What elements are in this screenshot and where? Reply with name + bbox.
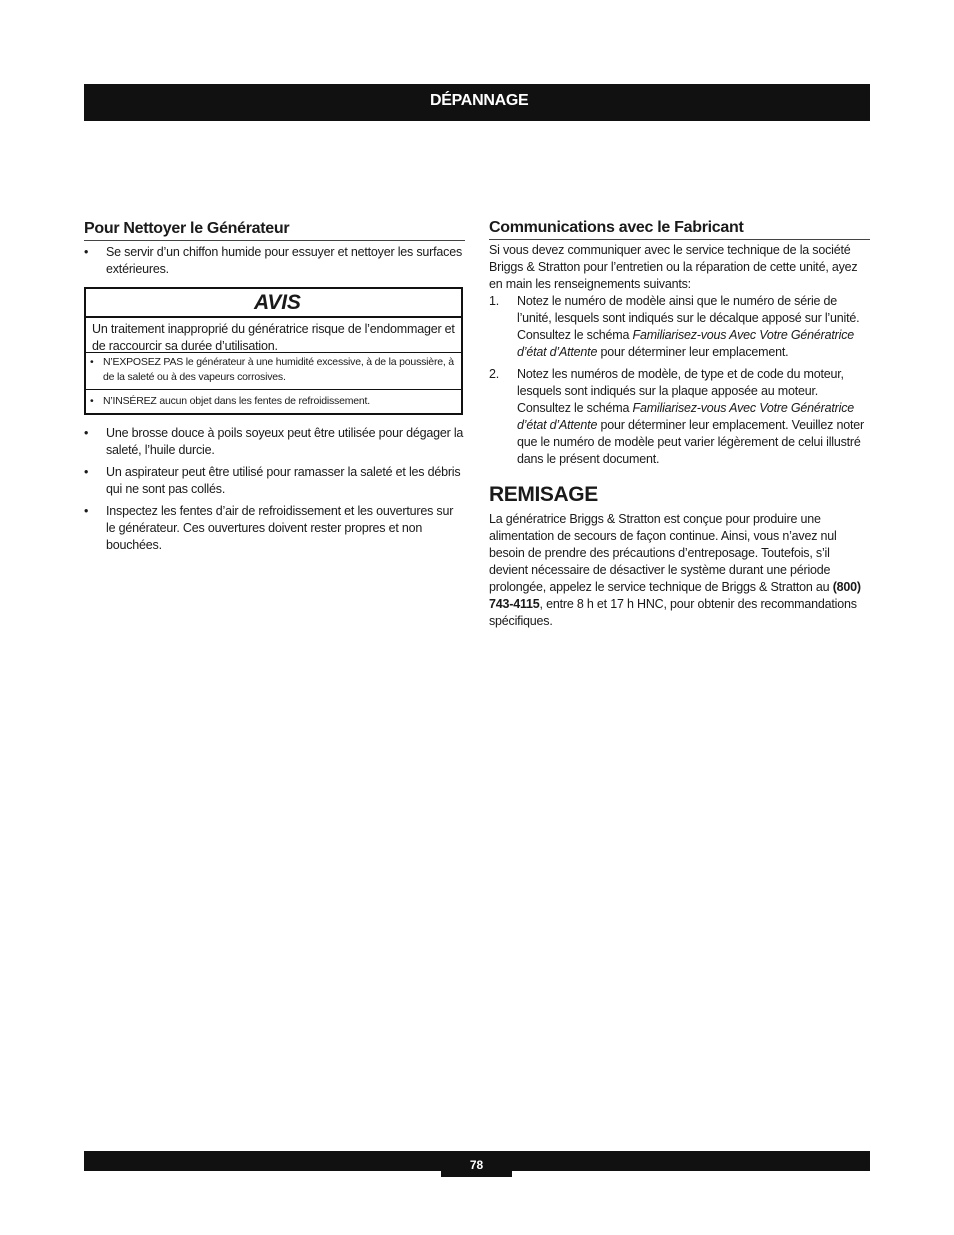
step-item: 2. Notez les numéros de modèle, de type et de code du moteur, lesquels sont indiqués sur la plaque apposée au moteur. Consultez le schéma Familiarisez-vous Avec Votre Génératrice d’état d’Attente pour déterminer leur emplacement. Veuillez noter que le numéro de modèle peut varier légèrement de celui illustré dans le présent document.	[489, 367, 864, 466]
notice-item: • N’INSÉREZ aucun objet dans les fentes de refroidissement.	[86, 389, 461, 409]
intro-bullet-list	[84, 244, 465, 278]
notice-title: AVIS	[86, 289, 461, 318]
phone-number: (800) 743-4115	[489, 580, 861, 611]
notice-box	[84, 287, 463, 415]
step-number: 1.	[489, 294, 500, 308]
contact-intro: Si vous devez communiquer avec le service technique de la société Briggs & Stratton pour l’entretien ou la réparation de cette unité, ayez en main les renseignements suivants:	[489, 243, 858, 291]
cleaning-heading: Pour Nettoyer le Générateur	[84, 220, 465, 241]
notice-item: • N’EXPOSEZ PAS le générateur à une humidité excessive, à de la poussière, à de la saleté ou à des vapeurs corrosives.	[86, 355, 461, 385]
notice-text: Un traitement inapproprié du génératrice risque de l’endommager et de raccourcir sa durée d’utilisation.	[86, 318, 461, 353]
list-item: • Une brosse douce à poils soyeux peut être utilisée pour dégager la saleté, l’huile durcie.	[84, 425, 465, 459]
list-item: • Inspectez les fentes d’air de refroidissement et les ouvertures sur le générateur. Ces ouvertures doivent rester propres et non bouchées.	[84, 503, 465, 554]
list-item: • Un aspirateur peut être utilisé pour ramasser la saleté et les débris qui ne sont pas collés.	[84, 464, 465, 498]
section-header-bar	[84, 84, 870, 121]
storage-text: La génératrice Briggs & Stratton est conçue pour produire une alimentation de secours de façon continue. Ainsi, vous n’avez nul besoin de prendre des précautions d’entreposage. Toutefois, s’il devient nécessaire de désactiver le système durant une période prolongée, appelez le service technique de Briggs & Stratton au (800) 743-4115, entre 8 h et 17 h HNC, pour obtenir des recommandations spécifiques.	[489, 512, 861, 628]
step-number: 2.	[489, 367, 500, 381]
right-column	[489, 219, 870, 630]
page-number: 78	[441, 1151, 512, 1177]
section-title: DÉPANNAGE	[430, 92, 529, 109]
storage-heading: REMISAGE	[489, 483, 598, 506]
notice-list	[86, 353, 461, 413]
list-item: • Se servir d’un chiffon humide pour essuyer et nettoyer les surfaces extérieures.	[84, 244, 465, 278]
step-item: 1. Notez le numéro de modèle ainsi que le numéro de série de l’unité, lesquels sont indiqués sur le décalque apposé sur l’unité. Consultez le schéma Familiarisez-vous Avec Votre Génératrice d’état d’Attente pour déterminer leur emplacement.	[489, 294, 860, 359]
diagram-reference: Familiarisez-vous Avec Votre Génératrice d’état d’Attente	[517, 401, 854, 432]
diagram-reference: Familiarisez-vous Avec Votre Génératrice d’état d’Attente	[517, 328, 854, 359]
contact-heading: Communications avec le Fabricant	[489, 219, 870, 240]
contact-steps	[489, 293, 870, 468]
left-column	[84, 220, 465, 554]
cleaning-bullet-list	[84, 425, 465, 554]
